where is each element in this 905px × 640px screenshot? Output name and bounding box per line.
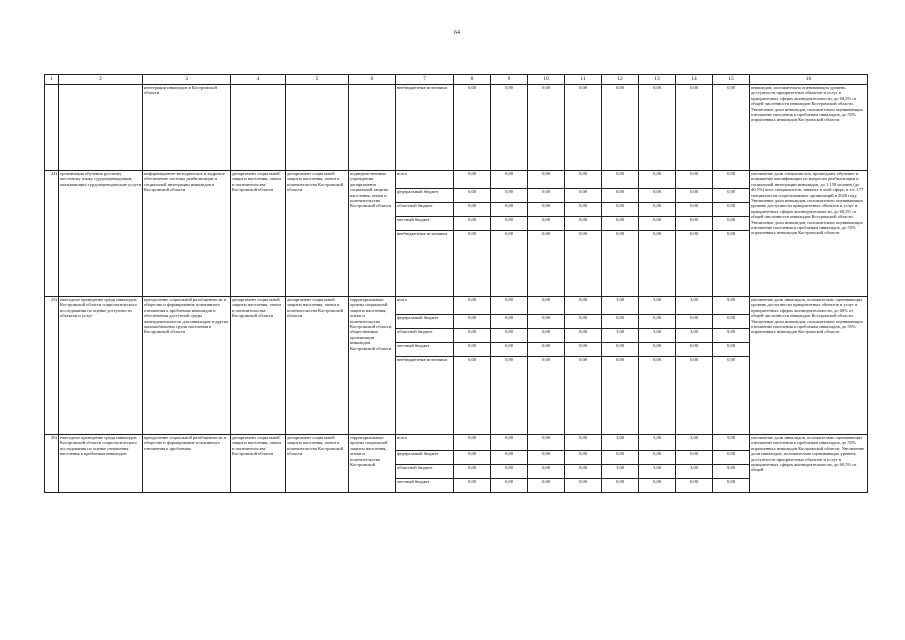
participants: территориальные органы социальной защиты населения, опеки и попечительства Костромской области, общественные организации инвалидов Костромской области — [349, 297, 396, 435]
funding-value: 0,00 — [713, 479, 750, 493]
funding-value: 3,00 — [639, 297, 676, 315]
funding-value: 0,00 — [454, 315, 491, 329]
funding-value: 0,00 — [639, 217, 676, 231]
funding-value: 9,00 — [713, 297, 750, 315]
funding-value: 3,00 — [602, 435, 639, 451]
funding-value: 0,00 — [491, 357, 528, 435]
table-row — [45, 297, 868, 315]
funding-value: 0,00 — [676, 451, 713, 465]
funding-value: 0,00 — [528, 189, 565, 203]
funding-value: 0,00 — [676, 479, 713, 493]
column-number-3: 3 — [143, 75, 231, 85]
funding-value: 0,00 — [491, 297, 528, 315]
column-number-15: 15 — [713, 75, 750, 85]
column-number-16: 16 — [750, 75, 868, 85]
cont-value: 0,00 — [565, 85, 602, 171]
column-number-7: 7 — [396, 75, 454, 85]
funding-value: 0,00 — [565, 451, 602, 465]
cont-value: 0,00 — [454, 85, 491, 171]
column-number-6: 6 — [349, 75, 396, 85]
funding-value: 3,00 — [676, 329, 713, 343]
funding-value: 0,00 — [454, 217, 491, 231]
funding-value: 0,00 — [602, 451, 639, 465]
funding-value: 3,00 — [639, 465, 676, 479]
funding-value: 0,00 — [639, 451, 676, 465]
funding-value: 0,00 — [565, 435, 602, 451]
column-number-13: 13 — [639, 75, 676, 85]
column-number-11: 11 — [565, 75, 602, 85]
funding-value: 0,00 — [454, 465, 491, 479]
table-row — [45, 435, 868, 451]
funding-source: всего — [396, 171, 454, 189]
funding-value: 0,00 — [491, 451, 528, 465]
funding-value: 0,00 — [528, 479, 565, 493]
row-number: 26) — [45, 435, 59, 493]
funding-value: 3,00 — [602, 465, 639, 479]
cont-value: 0,00 — [713, 85, 750, 171]
activity-goal: преодоление социальной разобщенности в обществе и формирование позитивного отношения к проблемам инвалидов и обеспечения доступной среды жизнедеятельности для инвалидов и других маломобильных групп населения в Костромской области — [143, 297, 231, 435]
funding-value: 9,00 — [713, 435, 750, 451]
funding-value: 0,00 — [676, 203, 713, 217]
funding-value: 0,00 — [491, 171, 528, 189]
funding-value: 0,00 — [602, 315, 639, 329]
funding-value: 0,00 — [454, 435, 491, 451]
funding-source: областной бюджет — [396, 465, 454, 479]
funding-value: 0,00 — [713, 203, 750, 217]
funding-value: 0,00 — [602, 203, 639, 217]
column-number-row — [45, 75, 868, 85]
page-number: 64 — [454, 30, 460, 36]
column-number-5: 5 — [286, 75, 349, 85]
budget-table — [44, 74, 868, 493]
activity-name: ежегодное проведение среди инвалидов Костромской области социологического исследования по оценке отношения населения к проблемам инвалидов — [59, 435, 143, 493]
funding-value: 0,00 — [639, 357, 676, 435]
row-number: 24) — [45, 171, 59, 297]
funding-value: 0,00 — [676, 343, 713, 357]
funding-source: областной бюджет — [396, 203, 454, 217]
funding-value: 0,00 — [528, 329, 565, 343]
funding-value: 0,00 — [639, 203, 676, 217]
funding-value: 0,00 — [454, 451, 491, 465]
funding-value: 0,00 — [565, 203, 602, 217]
funding-value: 0,00 — [639, 171, 676, 189]
funding-value: 0,00 — [565, 343, 602, 357]
funding-source: областной бюджет — [396, 329, 454, 343]
responsible-executor: департамент социальной защиты населения, опеки и попечительства Костромской области — [231, 435, 286, 493]
funding-source: внебюджетные источники — [396, 231, 454, 297]
funding-source: всего — [396, 297, 454, 315]
column-number-8: 8 — [454, 75, 491, 85]
funding-value: 3,00 — [639, 329, 676, 343]
row-number: 25) — [45, 297, 59, 435]
funding-value: 0,00 — [528, 435, 565, 451]
activity-name: ежегодное проведение среди инвалидов Костромской области социологического исследования по оценке доступности объектов и услуг — [59, 297, 143, 435]
funding-value: 0,00 — [713, 189, 750, 203]
cont-value: 0,00 — [676, 85, 713, 171]
funding-value: 0,00 — [565, 329, 602, 343]
column-number-12: 12 — [602, 75, 639, 85]
table-row — [45, 171, 868, 189]
cont-col4 — [231, 85, 286, 171]
funding-value: 0,00 — [491, 231, 528, 297]
funding-source: федеральный бюджет — [396, 451, 454, 465]
column-number-10: 10 — [528, 75, 565, 85]
funding-value: 0,00 — [491, 315, 528, 329]
funding-value: 0,00 — [528, 297, 565, 315]
funding-value: 3,00 — [602, 329, 639, 343]
funding-value: 0,00 — [491, 435, 528, 451]
responsible-executor: департамент социальной защиты населения, опеки и попечительства Костромской области — [231, 171, 286, 297]
funding-value: 0,00 — [565, 189, 602, 203]
funding-value: 0,00 — [454, 343, 491, 357]
funding-source: местный бюджет — [396, 217, 454, 231]
funding-value: 0,00 — [639, 189, 676, 203]
funding-value: 0,00 — [565, 217, 602, 231]
funding-value: 0,00 — [491, 189, 528, 203]
cont-col2 — [59, 85, 143, 171]
funding-value: 0,00 — [491, 203, 528, 217]
funding-value: 0,00 — [639, 343, 676, 357]
funding-source: федеральный бюджет — [396, 189, 454, 203]
funding-value: 0,00 — [528, 343, 565, 357]
funding-value: 0,00 — [528, 231, 565, 297]
funding-value: 0,00 — [454, 171, 491, 189]
funding-value: 0,00 — [565, 465, 602, 479]
co-executor: департамент социальной защиты населения, опеки и попечительства Костромской области — [286, 171, 349, 297]
funding-value: 0,00 — [528, 203, 565, 217]
funding-value: 0,00 — [491, 343, 528, 357]
funding-value: 0,00 — [528, 357, 565, 435]
funding-value: 0,00 — [454, 357, 491, 435]
funding-value: 0,00 — [528, 451, 565, 465]
funding-value: 0,00 — [528, 217, 565, 231]
funding-value: 0,00 — [454, 479, 491, 493]
funding-value: 0,00 — [639, 479, 676, 493]
funding-value: 0,00 — [713, 357, 750, 435]
cont-col6 — [349, 85, 396, 171]
funding-value: 0,00 — [676, 217, 713, 231]
funding-source: местный бюджет — [396, 479, 454, 493]
funding-value: 0,00 — [528, 171, 565, 189]
funding-value: 0,00 — [713, 231, 750, 297]
funding-value: 0,00 — [528, 465, 565, 479]
column-number-4: 4 — [231, 75, 286, 85]
funding-value: 0,00 — [639, 315, 676, 329]
funding-source: местный бюджет — [396, 343, 454, 357]
expected-result: увеличение доли инвалидов, положительно оценивающих отношение населения к проблемам инвалидов, до 55% опрошенных инвалидов Костромской области. Увеличение доли инвалидов, положительно оценивающих уровень доступности приоритетных объектов и услуг в приоритетных сферах жизнедеятельности, до 60,5% от общей — [750, 435, 868, 493]
funding-value: 0,00 — [602, 171, 639, 189]
funding-value: 0,00 — [565, 357, 602, 435]
funding-source: внебюджетные источники — [396, 357, 454, 435]
column-number-2: 2 — [59, 75, 143, 85]
funding-value: 0,00 — [491, 479, 528, 493]
funding-value: 0,00 — [676, 231, 713, 297]
funding-value: 0,00 — [491, 329, 528, 343]
funding-value: 0,00 — [454, 297, 491, 315]
funding-value: 0,00 — [454, 189, 491, 203]
cont-value: 0,00 — [528, 85, 565, 171]
funding-value: 0,00 — [676, 171, 713, 189]
continuation-row — [45, 85, 868, 171]
funding-value: 0,00 — [454, 203, 491, 217]
cont-value: 0,00 — [602, 85, 639, 171]
funding-source: всего — [396, 435, 454, 451]
funding-value: 0,00 — [565, 297, 602, 315]
expected-result: увеличение доли специалистов, прошедших обучение и повышение квалификации по вопросам реабилитации и социальной интеграции инвалидов, до 1 158 человек (до 40,5%) всех специалистов, занятых в этой сфере, в т.ч. 177 специалистов социозначимых организаций в 2020 году. Увеличение доли инвалидов, положительно оценивающих уровень доступности приоритетных объектов и услуг в приоритетных сферах жизнедеятельности, до 60,5% от общей численности инвалидов Костромской области. Увеличение доли инвалидов, положительно оценивающих отношение населения к проблемам инвалидов, до 55% опрошенных инвалидов Костромской области — [750, 171, 868, 297]
funding-value: 0,00 — [639, 231, 676, 297]
funding-value: 0,00 — [565, 479, 602, 493]
expected-result: увеличение доли инвалидов, положительно оценивающих уровень доступности приоритетных объектов и услуг в приоритетных сферах жизнедеятельности, до 60% от общей численности инвалидов Костромской области. Увеличение доли инвалидов, положительно оценивающих отношение населения к проблемам инвалидов, до 55% опрошенных инвалидов Костромской области — [750, 297, 868, 435]
funding-value: 0,00 — [602, 231, 639, 297]
cont-value: 0,00 — [639, 85, 676, 171]
funding-value: 3,00 — [676, 435, 713, 451]
funding-source: федеральный бюджет — [396, 315, 454, 329]
participants: подведомственные учреждения департамента социальной защиты населения, опеки и попечительства Костромской области — [349, 171, 396, 297]
cont-goal: интеграции инвалидов в Костромской области — [143, 85, 231, 171]
funding-value: 0,00 — [713, 315, 750, 329]
funding-value: 0,00 — [602, 357, 639, 435]
activity-goal: информационно-методическое и кадровое обеспечение системы реабилитации и социальной интеграции инвалидов в Костромской области — [143, 171, 231, 297]
funding-value: 3,00 — [602, 297, 639, 315]
funding-value: 0,00 — [713, 451, 750, 465]
column-number-1: 1 — [45, 75, 59, 85]
funding-value: 0,00 — [454, 231, 491, 297]
cont-col5 — [286, 85, 349, 171]
funding-value: 0,00 — [491, 217, 528, 231]
column-number-14: 14 — [676, 75, 713, 85]
cont-result: инвалидов, положительно оценивающих уровень доступности приоритетных объектов и услуг в приоритетных сферах жизнедеятельности, до 60,5% от общей численности инвалидов Костромской области. Увеличение доли инвалидов, положительно оценивающих отношение населения к проблемам инвалидов, до 55% опрошенных инвалидов Костромской области — [750, 85, 868, 171]
activity-name: организация обучения русскому жестовому языку сурдопереводчиков, оказывающих сурдопереводческие услуги — [59, 171, 143, 297]
funding-value: 0,00 — [713, 217, 750, 231]
cont-source: внебюджетные источники — [396, 85, 454, 171]
funding-value: 3,00 — [676, 465, 713, 479]
funding-value: 0,00 — [676, 315, 713, 329]
participants: территориальные органы социальной защиты населения, опеки и попечительства Костромской — [349, 435, 396, 493]
funding-value: 0,00 — [565, 231, 602, 297]
cont-col1 — [45, 85, 59, 171]
funding-value: 0,00 — [676, 357, 713, 435]
funding-value: 9,00 — [713, 329, 750, 343]
responsible-executor: департамент социальной защиты населения, опеки и попечительства Костромской области — [231, 297, 286, 435]
column-number-9: 9 — [491, 75, 528, 85]
funding-value: 0,00 — [528, 315, 565, 329]
funding-value: 9,00 — [713, 465, 750, 479]
activity-goal: преодоление социальной разобщенности в обществе и формирование позитивного отношения к проблемам — [143, 435, 231, 493]
co-executor: департамент социальной защиты населения, опеки и попечительства Костромской области — [286, 435, 349, 493]
funding-value: 0,00 — [454, 329, 491, 343]
funding-value: 0,00 — [602, 189, 639, 203]
funding-value: 0,00 — [565, 171, 602, 189]
funding-value: 0,00 — [676, 189, 713, 203]
funding-value: 0,00 — [602, 479, 639, 493]
funding-value: 0,00 — [713, 343, 750, 357]
funding-value: 3,00 — [676, 297, 713, 315]
co-executor: департамент социальной защиты населения, опеки и попечительства Костромской области — [286, 297, 349, 435]
funding-value: 0,00 — [602, 217, 639, 231]
funding-value: 3,00 — [639, 435, 676, 451]
funding-value: 0,00 — [602, 343, 639, 357]
funding-value: 0,00 — [565, 315, 602, 329]
funding-value: 0,00 — [491, 465, 528, 479]
funding-value: 0,00 — [713, 171, 750, 189]
cont-value: 0,00 — [491, 85, 528, 171]
